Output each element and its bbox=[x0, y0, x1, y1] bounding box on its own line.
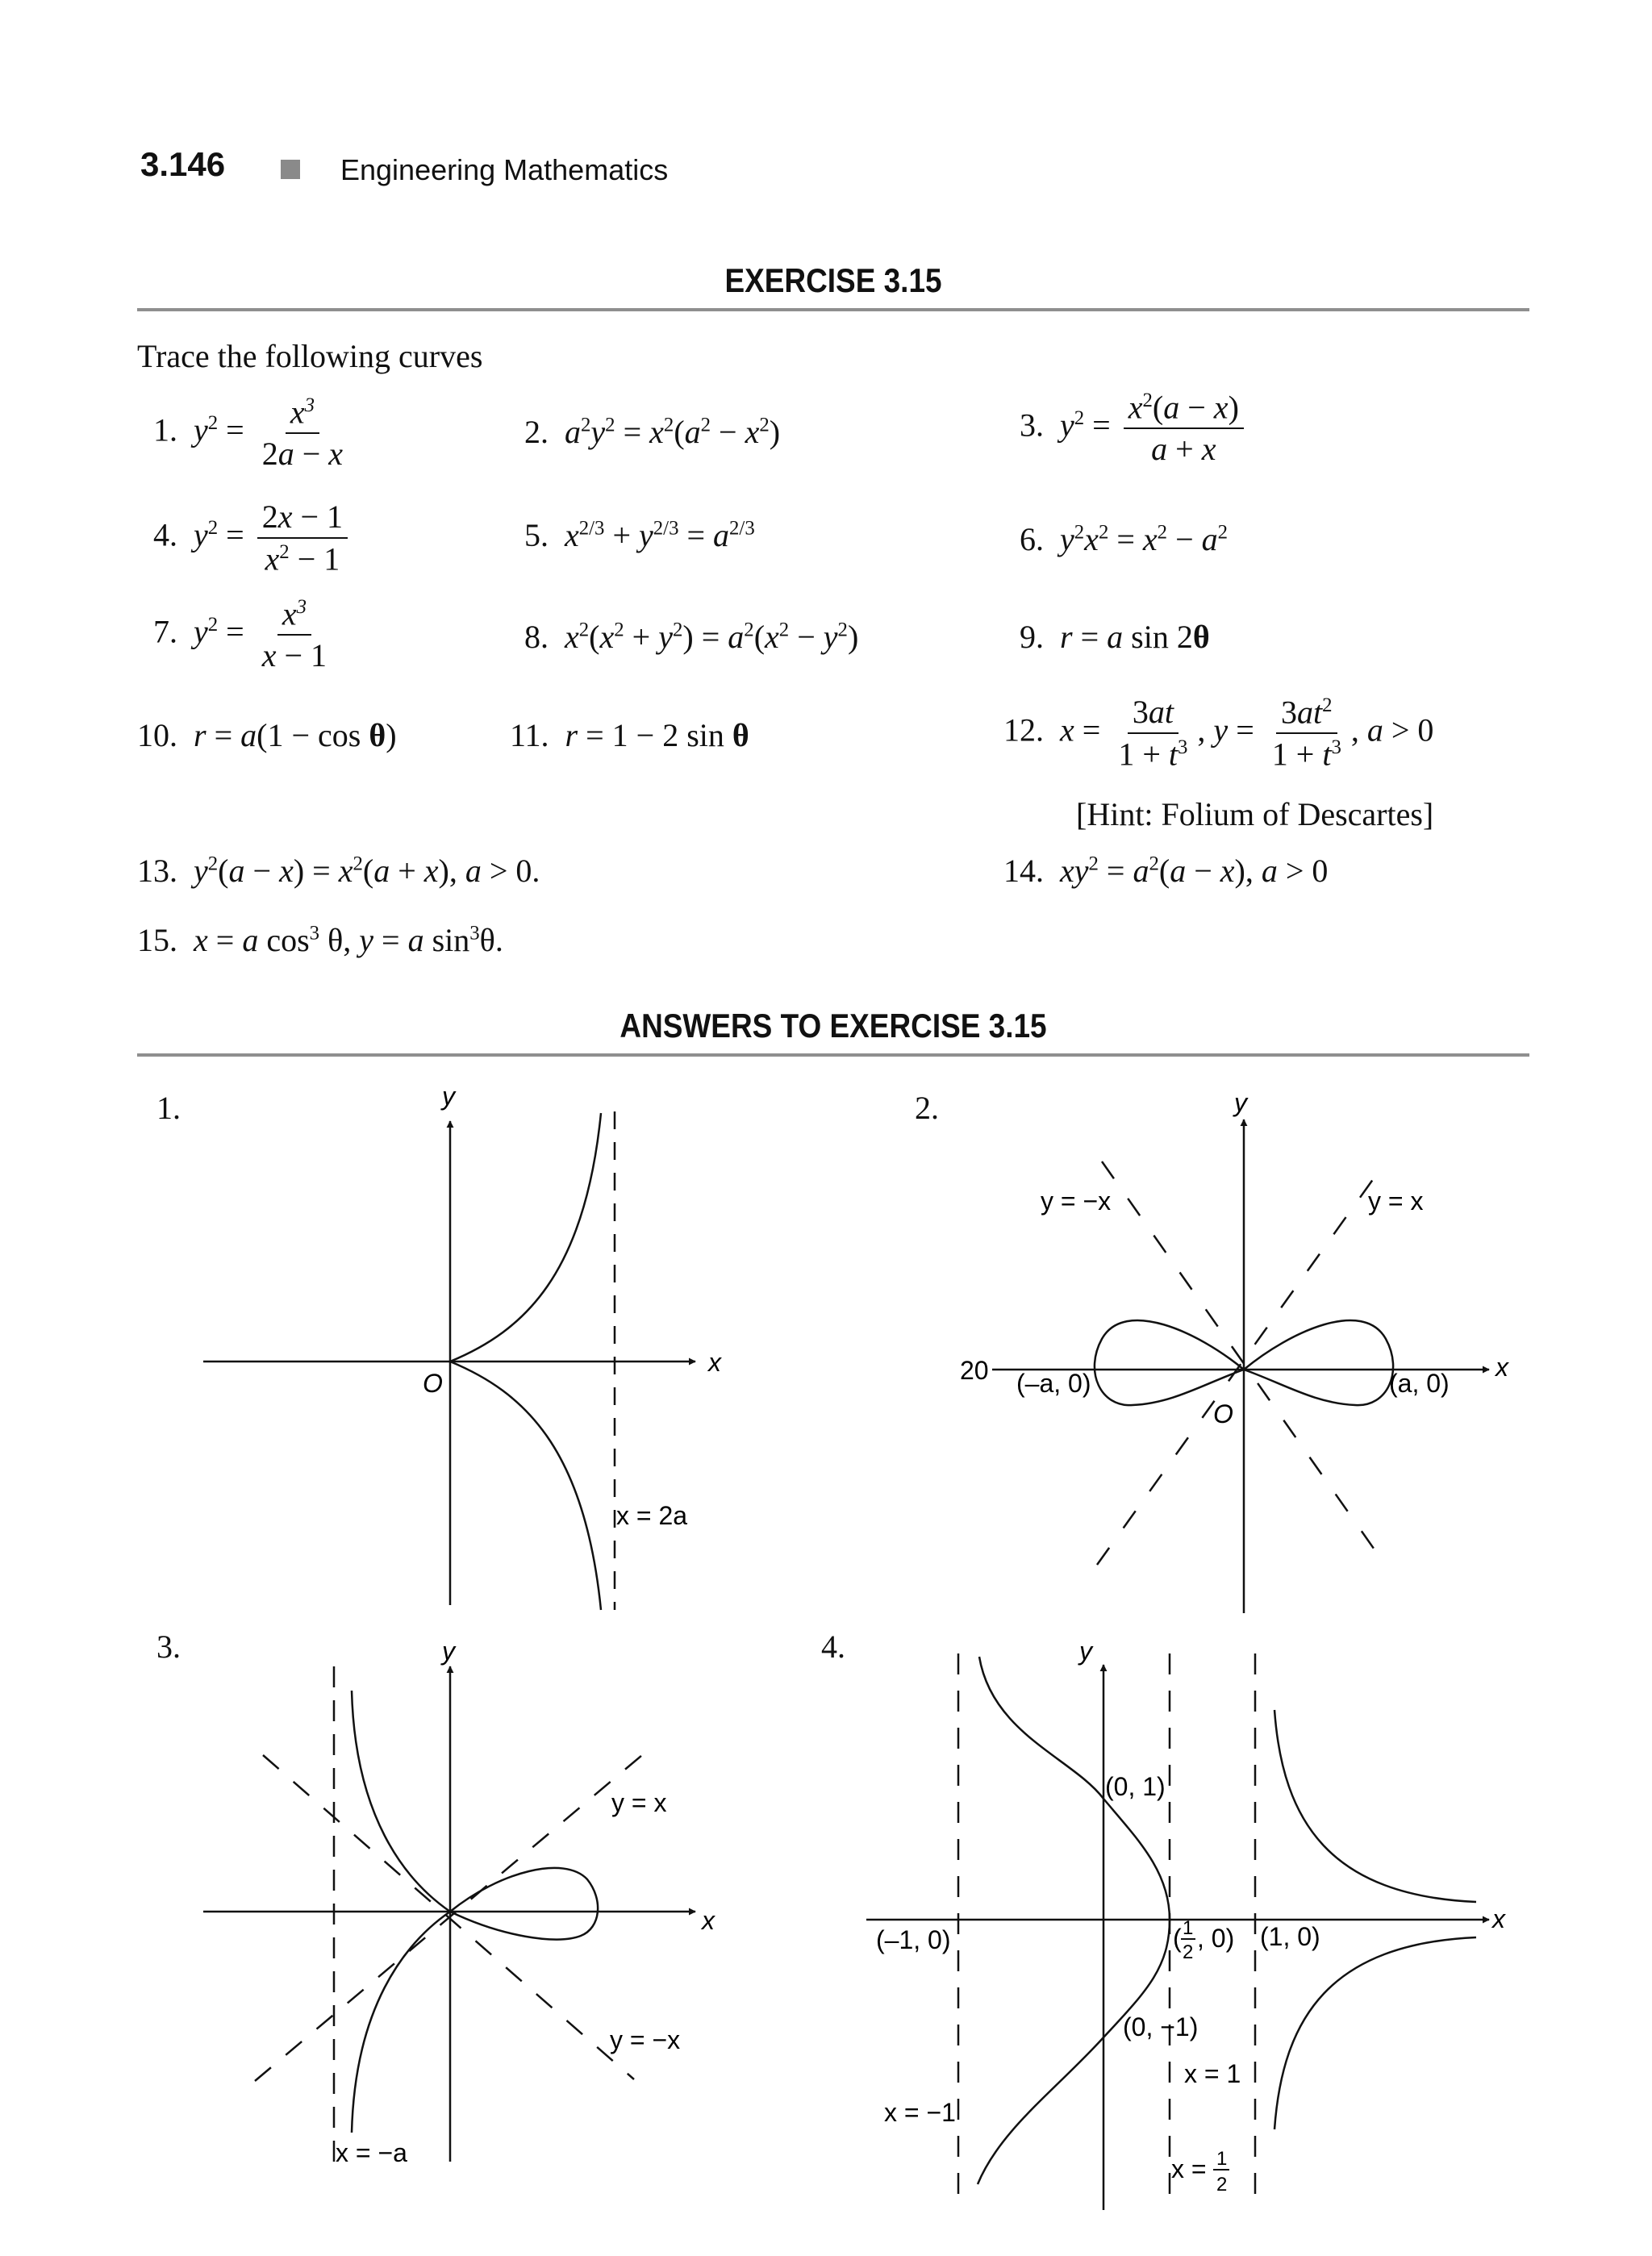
problem-3: 3. $y^2$ = $\frac{x^2(a - x)}{a + x}$ bbox=[1020, 390, 1249, 466]
fig4-point-bottom: (0, −1) bbox=[1123, 2012, 1199, 2041]
fig4-point-left: (–1, 0) bbox=[876, 1925, 951, 1954]
problem-2: 2. $a^2y^2 = x^2(a^2 - x^2)$ bbox=[524, 414, 781, 450]
fig3-line-neg-label: y = −x bbox=[610, 2025, 681, 2054]
problem-1: 1. $y^2$ = $\frac{x^3}{2a - x}$ bbox=[153, 394, 344, 473]
fig1-cissoid-lower bbox=[450, 1362, 601, 1610]
problem-11: 11. r = 1 − 2 sin θ bbox=[510, 717, 749, 753]
fig3-line-pos-label: y = x bbox=[611, 1788, 667, 1817]
problem-10: 10. r = a(1 − cos θ) bbox=[137, 717, 397, 753]
problem-7: 7. $y^2$ = $\frac{x^3}{x - 1}$ bbox=[153, 595, 327, 674]
fig2-right-point-label: (a, 0) bbox=[1389, 1369, 1450, 1398]
fig1-asymptote-label: x = 2a bbox=[616, 1501, 688, 1530]
answers-title: ANSWERS TO EXERCISE 3.15 bbox=[620, 1007, 1047, 1045]
fig2-stray-label: 20 bbox=[960, 1356, 989, 1385]
figure-number-2: 2. bbox=[915, 1090, 939, 1126]
figure-3 bbox=[203, 1666, 695, 2165]
problem-15: 15. x = a $\cos^3 \theta$, y = a $\sin^3\theta$. bbox=[137, 922, 503, 958]
fig1-origin-label: O bbox=[423, 1369, 443, 1398]
fig2-line-neg-label: y = −x bbox=[1041, 1186, 1112, 1216]
page-number: 3.146 bbox=[140, 145, 226, 183]
fig1-y-label: y bbox=[442, 1082, 455, 1111]
fig4-point-top: (0, 1) bbox=[1105, 1772, 1166, 1801]
fig3-y-label: y bbox=[442, 1637, 455, 1666]
svg-text:(: ( bbox=[1173, 1924, 1182, 1953]
problem-8: 8. $x^2(x^2 + y^2) = a^2(x^2 - y^2)$ bbox=[524, 619, 859, 655]
fig2-lemniscate-right bbox=[1244, 1320, 1393, 1405]
fig3-strophoid-lower bbox=[352, 1912, 450, 2133]
fig3-strophoid-upper bbox=[352, 1691, 450, 1912]
svg-text:x =: x = bbox=[1171, 2154, 1207, 2183]
problem-9: 9. r = a sin 2θ bbox=[1020, 619, 1210, 655]
problem-12: 12. x = $\frac{3at}{1 + t^3}$ , y = $\frac{3at^2}{1 + t^3}$ , a > 0 bbox=[1003, 694, 1434, 773]
fig3-x-label: x bbox=[702, 1906, 715, 1935]
svg-text:1: 1 bbox=[1183, 1917, 1194, 1939]
fig3-line-neg bbox=[263, 1755, 634, 2079]
svg-text:2: 2 bbox=[1216, 2174, 1228, 2196]
fig1-x-label: x bbox=[708, 1348, 721, 1377]
figure-number-4: 4. bbox=[821, 1628, 845, 1665]
fig4-curve-upper-right bbox=[1274, 1710, 1476, 1902]
problem-6: 6. $y^2x^2 = x^2 - a^2$ bbox=[1020, 521, 1229, 557]
fig2-lemniscate-left bbox=[1095, 1320, 1244, 1405]
fig4-curve-lower-right bbox=[1274, 1937, 1476, 2129]
fig4-asym-half-label bbox=[1171, 2148, 1229, 2196]
fig2-x-label: x bbox=[1496, 1353, 1508, 1382]
figure-number-3: 3. bbox=[156, 1628, 181, 1665]
problem-12-hint: [Hint: Folium of Descartes] bbox=[1076, 796, 1434, 832]
problem-14: 14. $xy^2 = a^2(a - x)$, a > 0 bbox=[1003, 853, 1329, 889]
fig1-cissoid-upper bbox=[450, 1113, 601, 1362]
book-title: Engineering Mathematics bbox=[340, 153, 669, 186]
problem-4: 4. $y^2$ = $\frac{2x - 1}{x^2 - 1}$ bbox=[153, 500, 353, 576]
fig4-x-label: x bbox=[1492, 1904, 1505, 1933]
fig4-asym-right-label: x = 1 bbox=[1184, 2059, 1241, 2088]
fig4-point-right: (1, 0) bbox=[1260, 1922, 1320, 1951]
exercise-instruction: Trace the following curves bbox=[137, 338, 483, 374]
fig2-origin-label: O bbox=[1213, 1399, 1233, 1428]
fig4-point-half bbox=[1173, 1917, 1234, 1963]
svg-text:2: 2 bbox=[1183, 1941, 1194, 1963]
fig3-strophoid-loop bbox=[450, 1868, 598, 1940]
figure-number-1: 1. bbox=[156, 1090, 181, 1126]
figure-1 bbox=[203, 1111, 695, 1610]
problem-13: 13. $y^2(a - x) = x^2(a + x)$, a > 0. bbox=[137, 853, 540, 889]
exercise-title: EXERCISE 3.15 bbox=[724, 261, 942, 299]
fig2-left-point-label: (–a, 0) bbox=[1016, 1369, 1091, 1398]
fig2-y-label: y bbox=[1234, 1088, 1247, 1117]
svg-text:1: 1 bbox=[1216, 2148, 1228, 2170]
svg-text:, 0): , 0) bbox=[1197, 1924, 1235, 1953]
fig3-asymptote-label: x = −a bbox=[336, 2138, 407, 2167]
fig2-line-pos-label: y = x bbox=[1368, 1186, 1424, 1216]
fig4-y-label: y bbox=[1079, 1637, 1092, 1666]
fig4-asym-left-label: x = −1 bbox=[884, 2098, 956, 2127]
problem-5: 5. $x^{2/3} + y^{2/3} = a^{2/3}$ bbox=[524, 517, 755, 553]
